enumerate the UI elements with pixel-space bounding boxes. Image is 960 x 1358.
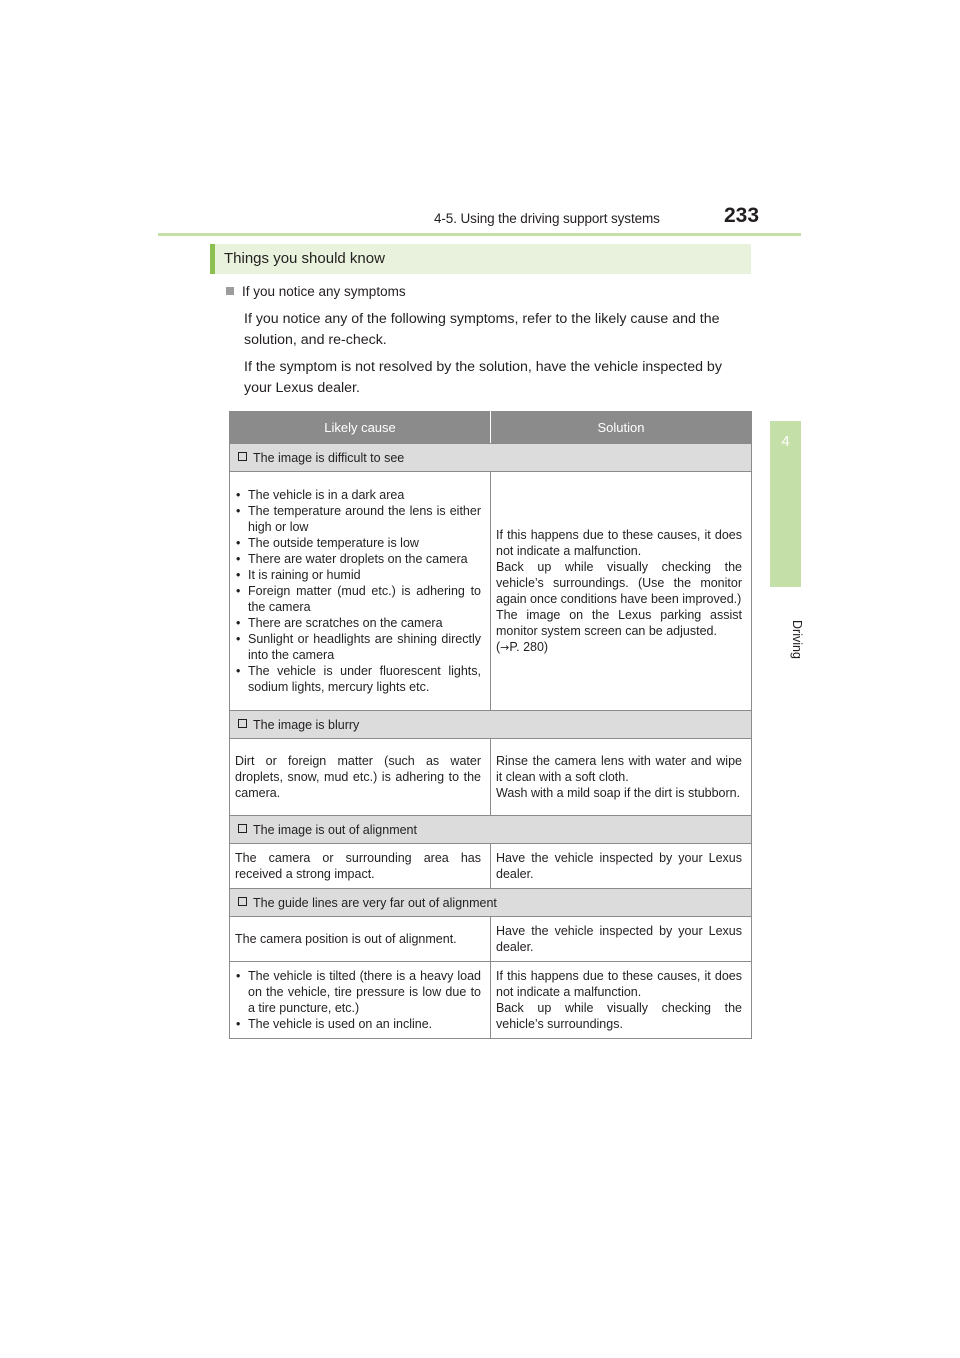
symptom-group-row [230,444,752,472]
section-header [210,244,751,274]
solution-text: If this happens due to these causes, it does not indicate a malfunction. [496,969,742,999]
list-item: • The vehicle is in a dark area [235,487,481,503]
column-header-cause: Likely cause [230,412,491,444]
table-header-row [230,412,752,444]
symptom-group-row [230,711,752,739]
symptom-table [229,411,752,1039]
subsection-heading [226,284,406,299]
checkbox-icon [238,897,247,906]
cause-cell [230,472,491,711]
checkbox-icon [238,824,247,833]
solution-text: The image on the Lexus parking assist monitor system screen can be adjusted. [496,607,742,638]
intro-paragraph: If you notice any of the following symptoms, refer to the likely cause and the solution, and re-check. [244,311,720,348]
symptom-title-text: The guide lines are very far out of alignment [253,895,497,910]
subsection-heading-text: If you notice any symptoms [242,284,406,299]
list-item: • The outside temperature is low [235,535,481,551]
solution-cell [491,739,752,816]
solution-cell [491,472,752,711]
symptom-title-text: The image is blurry [253,717,360,732]
page-reference[interactable]: (→P. 280) [496,639,549,654]
symptom-title-text: The image is out of alignment [253,822,417,837]
cause-cell: Dirt or foreign matter (such as water droplets, snow, mud etc.) is adhering to the camera. [230,739,491,816]
intro-paragraph: If the symptom is not resolved by the solution, have the vehicle inspected by your Lexus dealer. [244,359,722,396]
chapter-title: 4-5. Using the driving support systems [434,211,660,226]
list-item: • Sunlight or headlights are shining directly into the camera [235,631,481,663]
symptom-group-title [230,889,752,917]
chapter-tab-label: Driving [790,620,804,659]
table-row [230,472,752,711]
solution-cell [491,917,752,962]
symptom-title-text: The image is difficult to see [253,450,405,465]
cause-cell: The camera position is out of alignment. [230,917,491,962]
table-row [230,739,752,816]
symptom-group-title [230,816,752,844]
cause-cell [230,962,491,1039]
section-accent [210,244,215,274]
solution-text: Have the vehicle inspected by your Lexus dealer. [496,924,742,954]
solution-text: Back up while visually checking the vehicle’s surroundings. (Use the monitor again once conditions have been improved.) [496,559,742,606]
table-row [230,917,752,962]
symptom-group-title [230,444,752,472]
solution-cell [491,844,752,889]
list-item: • It is raining or humid [235,567,481,583]
list-item: • There are water droplets on the camera [235,551,481,567]
square-bullet-icon [226,287,234,295]
solution-cell [491,962,752,1039]
list-item: • The vehicle is used on an incline. [235,1016,481,1032]
header-rule [158,233,801,236]
solution-text: Rinse the camera lens with water and wipe it clean with a soft cloth. [496,754,742,784]
symptom-group-row [230,816,752,844]
solution-text: Back up while visually checking the vehicle’s surroundings. [496,1001,742,1031]
table-row [230,962,752,1039]
list-item: • There are scratches on the camera [235,615,481,631]
solution-text: Have the vehicle inspected by your Lexus dealer. [496,851,742,881]
page-number: 233 [724,204,760,227]
table-row [230,844,752,889]
symptom-group-title [230,711,752,739]
column-header-solution: Solution [491,412,752,444]
list-item: • The vehicle is tilted (there is a heavy load on the vehicle, tire pressure is low due to a tire puncture, etc.) [235,968,481,1016]
page-reference-text: P. 280 [509,639,544,654]
solution-text: If this happens due to these causes, it does not indicate a malfunction. [496,527,742,558]
cause-cell: The camera or surrounding area has received a strong impact. [230,844,491,889]
checkbox-icon [238,719,247,728]
symptom-group-row [230,889,752,917]
arrow-right-icon: → [500,640,510,654]
checkbox-icon [238,452,247,461]
list-item: • Foreign matter (mud etc.) is adhering to the camera [235,583,481,615]
list-item: • The temperature around the lens is either high or low [235,503,481,535]
chapter-tab-number: 4 [781,433,790,450]
list-item: • The vehicle is under fluorescent lights, sodium lights, mercury lights etc. [235,663,481,695]
solution-text: Wash with a mild soap if the dirt is stubborn. [496,786,741,800]
section-title: Things you should know [224,250,385,267]
cause-list [235,487,481,695]
cause-list [235,968,481,1032]
